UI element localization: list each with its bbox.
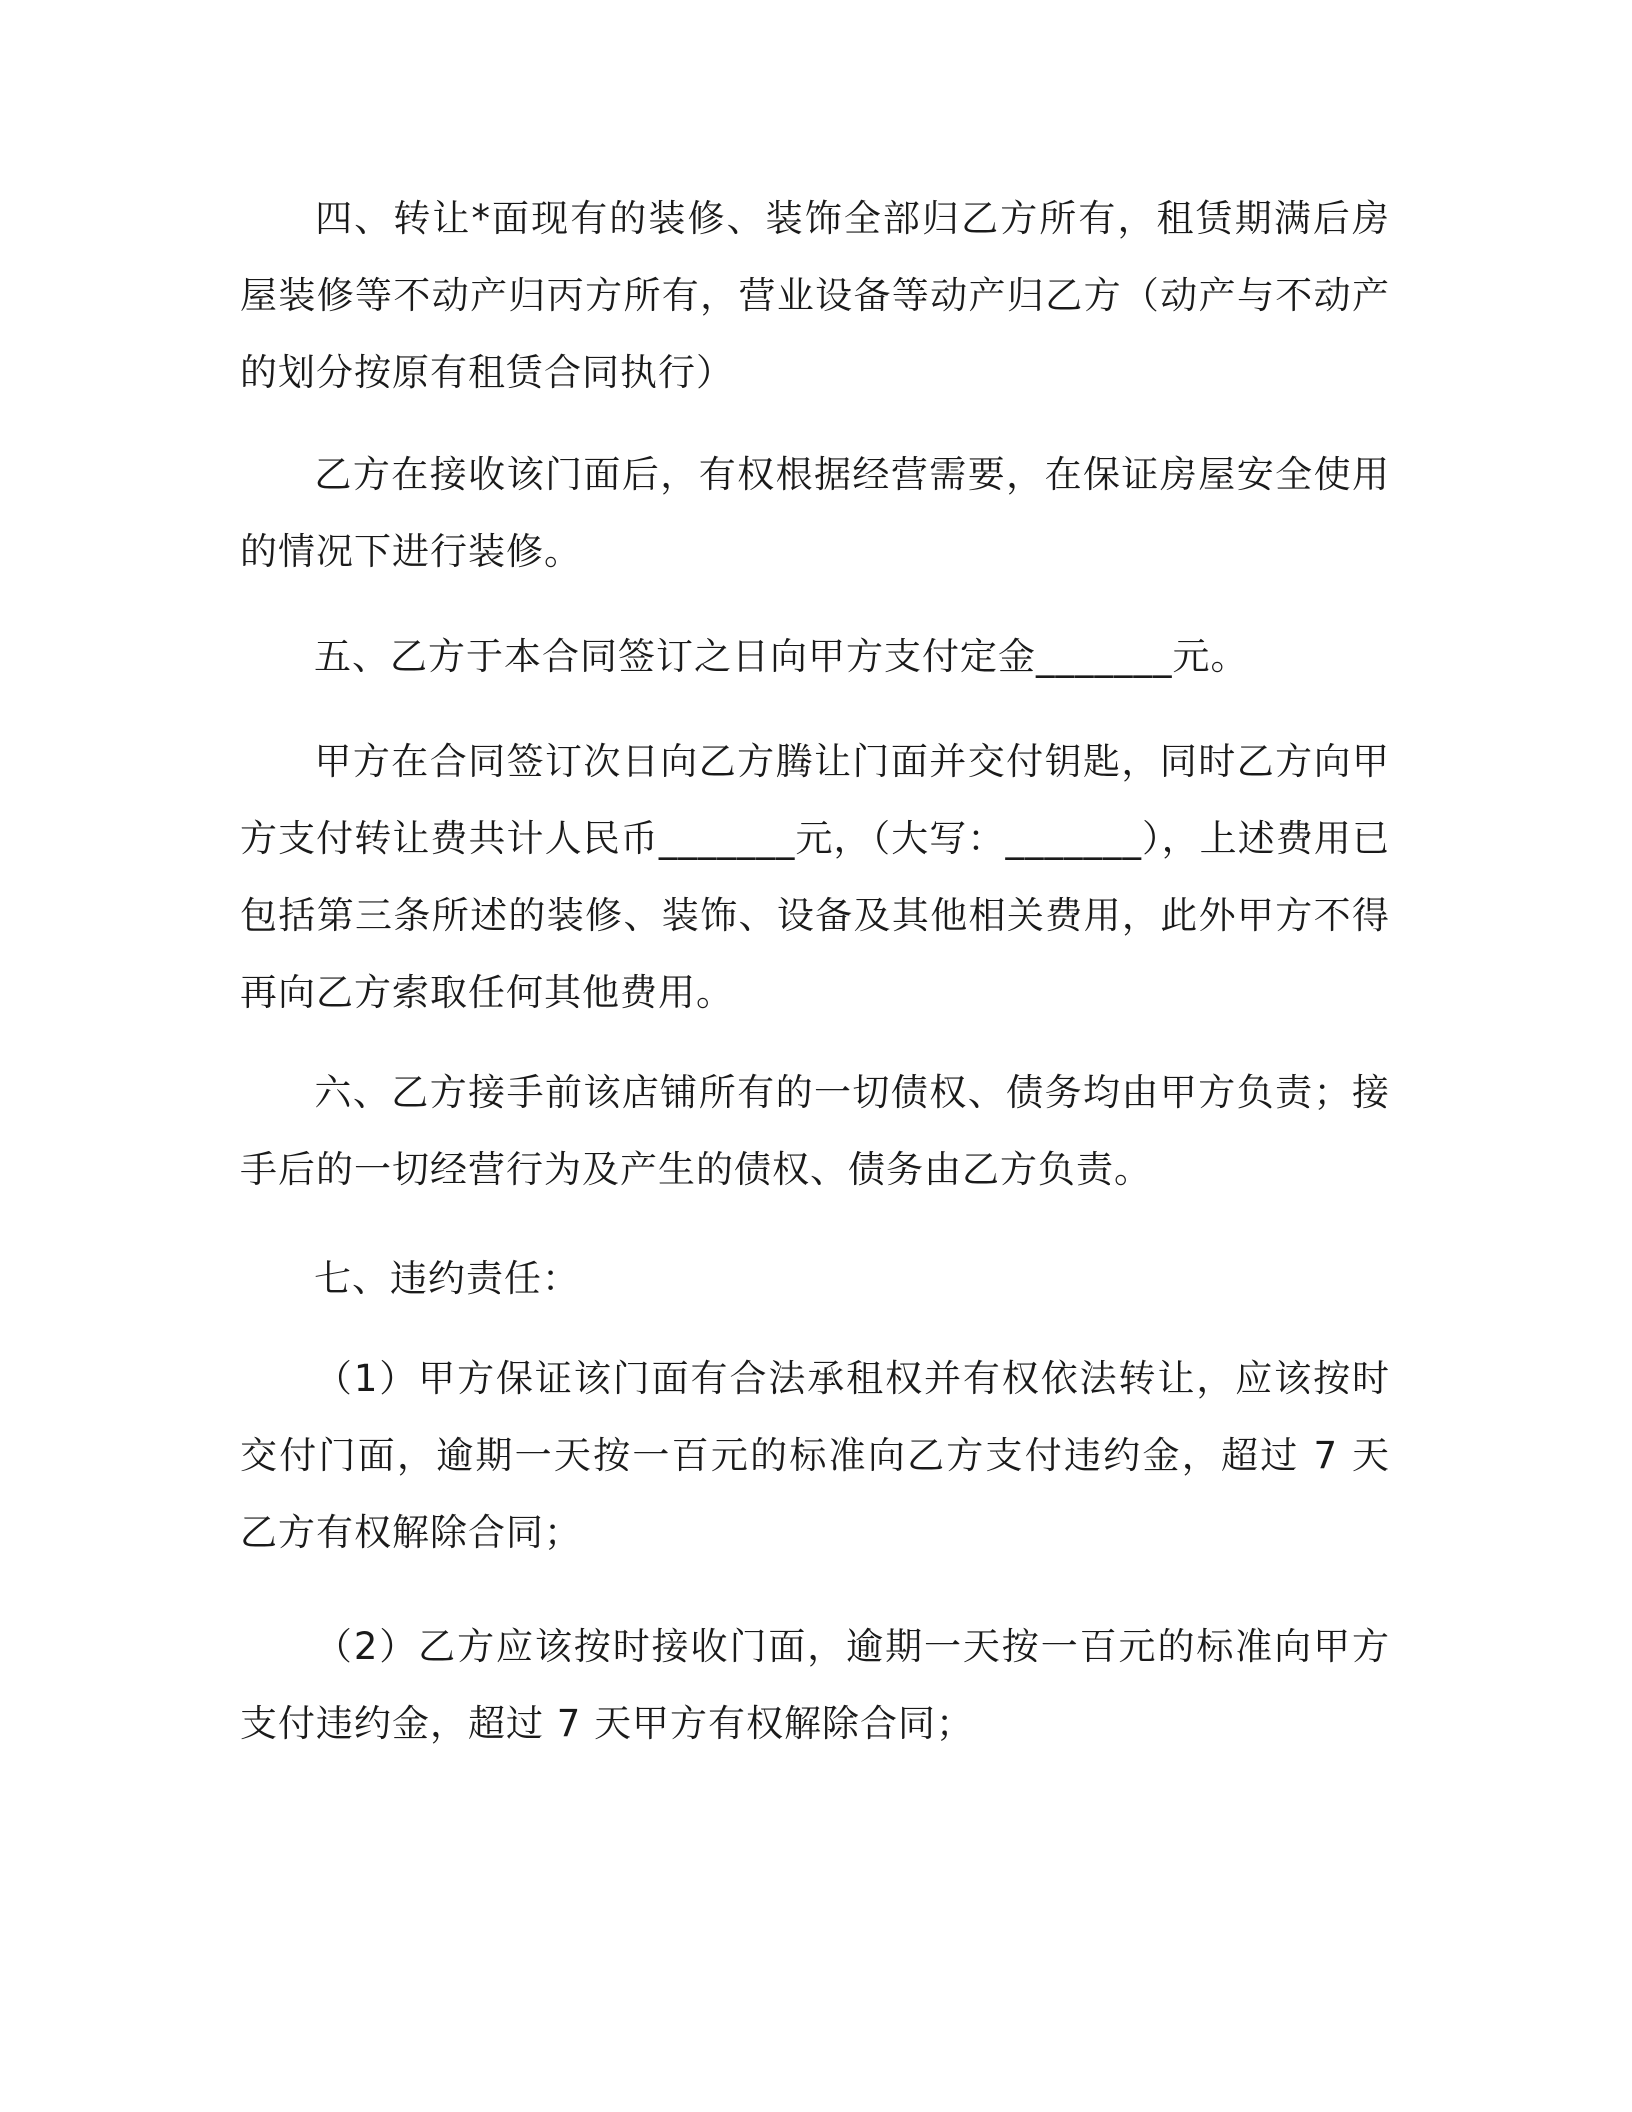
clause-7-item-2 — [240, 1608, 1390, 1762]
clause-5-payment-paragraph — [240, 723, 1390, 1031]
clause-5-payment-text: 甲方在合同签订次日向乙方腾让门面并交付钥匙，同时乙方向甲方支付转让费共计人民币_______元，（大写：_______），上述费用已包括第三条所述的装修、装饰、设备及其他相关费用，此外甲方不得再向乙方索取任何其他费用。 — [240, 740, 1390, 1014]
clause-7-heading-text: 七、违约责任： — [314, 1257, 580, 1300]
clause-5-paragraph — [240, 618, 1390, 695]
clause-7-item-1-text: （1）甲方保证该门面有合法承租权并有权依法转让，应该按时交付门面，逾期一天按一百元的标准向乙方支付违约金，超过 7 天乙方有权解除合同； — [240, 1357, 1390, 1554]
clause-7-item-2-text: （2）乙方应该按时接收门面，逾期一天按一百元的标准向甲方支付违约金，超过 7 天甲方有权解除合同； — [240, 1625, 1390, 1745]
clause-4-paragraph — [240, 180, 1390, 411]
clause-6-paragraph — [240, 1054, 1390, 1208]
clause-7-item-1 — [240, 1340, 1390, 1571]
clause-4-renovation-paragraph — [240, 436, 1390, 590]
clause-4-renovation-text: 乙方在接收该门面后，有权根据经营需要，在保证房屋安全使用的情况下进行装修。 — [240, 453, 1390, 573]
clause-4-text: 四、转让*面现有的装修、装饰全部归乙方所有，租赁期满后房屋装修等不动产归丙方所有，营业设备等动产归乙方（动产与不动产的划分按原有租赁合同执行） — [240, 197, 1390, 394]
clause-7-heading — [240, 1240, 1390, 1317]
clause-6-text: 六、乙方接手前该店铺所有的一切债权、债务均由甲方负责；接手后的一切经营行为及产生的债权、债务由乙方负责。 — [240, 1071, 1390, 1191]
clause-5-text: 五、乙方于本合同签订之日向甲方支付定金_______元。 — [314, 635, 1249, 678]
